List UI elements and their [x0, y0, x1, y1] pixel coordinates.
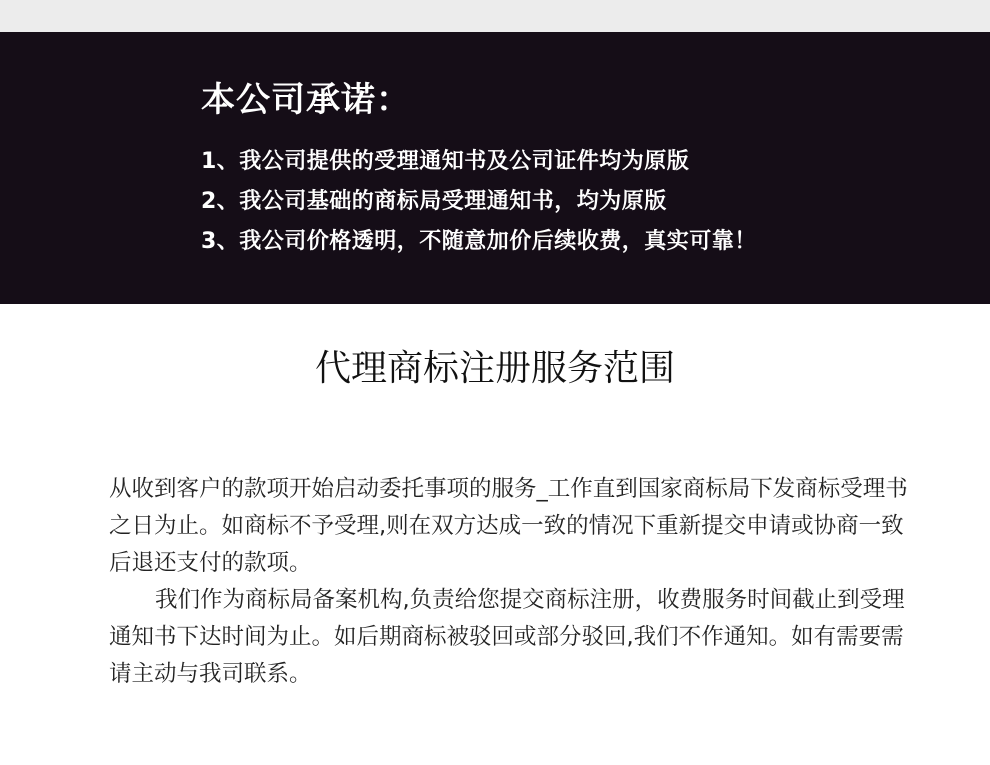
- promise-item: 3、我公司价格透明，不随意加价后续收费，真实可靠！: [201, 229, 757, 254]
- service-paragraph: 我们作为商标局备案机构,负责给您提交商标注册，收费服务时间截止到受理通知书下达时间为止。如后期商标被驳回或部分驳回,我们不作通知。如有需要需请主动与我司联系。: [109, 587, 905, 687]
- promise-item: 2、我公司基础的商标局受理通知书，均为原版: [201, 189, 667, 214]
- promise-list: [201, 146, 757, 266]
- promise-title: 本公司承诺：: [201, 80, 411, 120]
- service-description: [109, 471, 909, 693]
- top-strip: [0, 0, 990, 32]
- promise-banner: [0, 32, 990, 304]
- promise-item: 1、我公司提供的受理通知书及公司证件均为原版: [201, 149, 690, 174]
- service-paragraph: 从收到客户的款项开始启动委托事项的服务_工作直到国家商标局下发商标受理书之日为止。如商标不予受理,则在双方达成一致的情况下重新提交申请或协商一致后退还支付的款项。: [109, 476, 908, 576]
- service-scope-title: 代理商标注册服务范围: [314, 348, 675, 389]
